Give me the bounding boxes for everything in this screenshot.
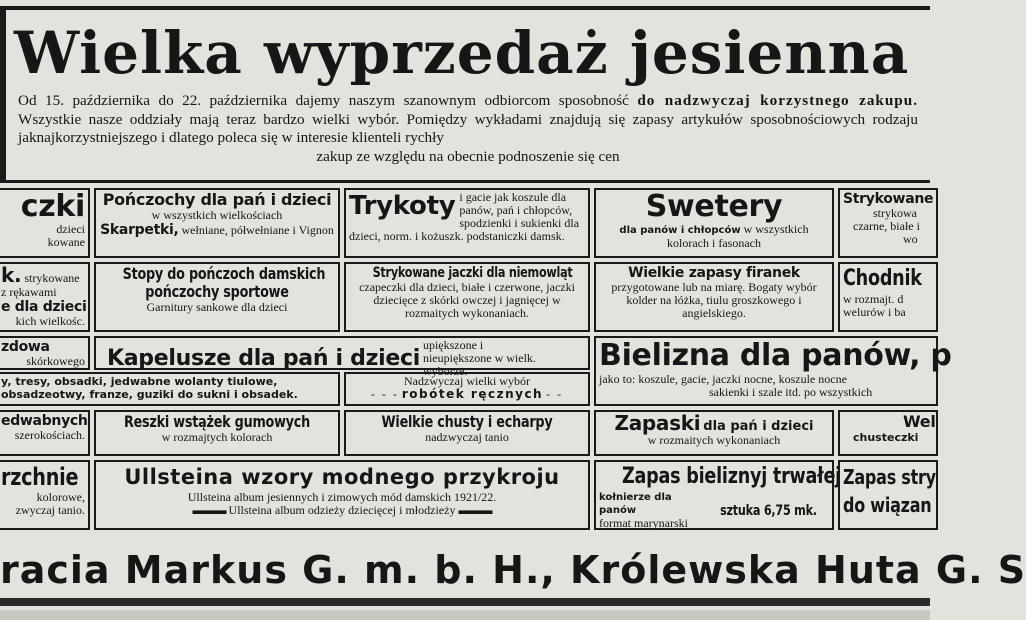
intro-text-3: zakup ze względu na obecnie podnoszenie się cen: [316, 147, 620, 165]
ad-text: kołnierze dla panów: [599, 492, 672, 516]
ad-text: jako to: koszule, gacie, jaczki nocne, koszule nocne: [599, 372, 847, 386]
bottom-rule: [0, 598, 930, 606]
ad-text: w rozmajt. d: [843, 292, 904, 306]
ad-box-wstazki: [94, 410, 340, 456]
ad-box-stopy: [94, 262, 340, 332]
ad-text: strykowa: [873, 206, 917, 220]
ad-title: Zapaski: [614, 411, 701, 435]
ad-box-chodnik: [838, 262, 938, 332]
ad-title: Chodnik: [843, 266, 922, 291]
ad-title: Zapas bieliznyj trwałej: [622, 464, 841, 489]
ad-subtitle: do wiązan: [843, 493, 932, 517]
ad-text: skórkowego: [26, 354, 85, 368]
ad-box-tresy: [0, 372, 340, 406]
ad-text: szerokościach.: [14, 428, 85, 442]
intro-text-2: Wszystkie nasze oddziały mają teraz bardzo wielki wybór. Pomiędzy wykładami znajdują się zapasy artykułów sposobnościowych rodzaju jaknajkorzystniejszego i dlatego poleca się w interesie klienteli rychły: [18, 110, 918, 146]
ad-subtitle: e dla dzieci: [1, 299, 87, 315]
ad-text: zwyczaj tanio.: [15, 503, 85, 517]
ad-title: edwabnych: [1, 413, 88, 429]
ad-text: Nadzwyczaj wielki wybór: [404, 374, 530, 388]
ad-title: Kapelusze dla pań i dzieci: [107, 345, 420, 371]
intro-text-1: Od 15. października do 22. października dajemy naszym szanownym odbiorcom sposobność: [18, 92, 629, 109]
headline: Wielka wyprzedaż jesienna: [14, 19, 910, 87]
ad-text: y, tresy, obsadki, jedwabne wolanty tiulowe, obsadzeotwy, franze, guziki do sukni i obsadek.: [1, 375, 298, 401]
top-rule: [0, 6, 930, 10]
ad-text: kowane: [47, 235, 85, 249]
ad-box-zapas-stry: [838, 460, 938, 530]
ad-title: Bielizna dla panów, p: [599, 338, 952, 373]
ad-box-robotki: Nadzwyczaj wielki wybór - - - robótek ręcznych - -: [344, 372, 590, 406]
ad-subtitle: pończochy sportowe: [145, 282, 289, 301]
ad-text: w wszystkich kolorach i fasonach: [667, 222, 809, 250]
ad-subtitle: dla panów i chłopców: [619, 225, 741, 236]
left-rule: [0, 10, 6, 180]
ad-text: chusteczki: [853, 431, 919, 444]
ad-box-jedwabnych: [0, 410, 90, 456]
ad-text: przygotowane lub na miarę. Bogaty wybór kolder na łóżka, tiulu groszkowego i angielskiego.: [611, 280, 817, 320]
ad-title: Wel: [903, 412, 936, 431]
ad-text: sakienki i szale itd. po wszystkich: [709, 385, 873, 399]
ad-box-kapelusze: [94, 336, 590, 378]
ad-box-strykowane: [838, 188, 938, 258]
ad-title: Trykoty: [349, 191, 456, 221]
ad-box-ullsteina: Ullsteina wzory modnego przykroju Ullsteina album jesiennych i zimowych mód damskich 1921/22. ▬▬▬ Ullsteina album odzieży dziecięcej i młodzieży ▬▬▬: [94, 460, 590, 530]
ad-text: czapeczki dla dzieci, białe i czerwone, jaczki dziecięce z skórki owczej i jagnięcej w rozmaitych wykonaniach.: [359, 280, 575, 320]
ad-title: Stopy do pończoch damskich: [122, 264, 326, 283]
ad-box-czki: [0, 188, 90, 258]
ad-text: wo: [903, 232, 918, 246]
ad-text: dzieci: [56, 222, 85, 236]
ad-box-chusty: [344, 410, 590, 456]
ad-box-ponczochy: [94, 188, 340, 258]
ad-box-swetery: [594, 188, 834, 258]
ad-box-jaczki: [344, 262, 590, 332]
ad-box-bielizna: [594, 336, 952, 406]
ad-subtitle: robótek ręcznych: [401, 387, 544, 401]
ad-title: Strykowane: [843, 191, 934, 207]
ad-box-trykoty: [344, 188, 590, 258]
ad-title: Zapas stry: [843, 465, 936, 489]
intro-paragraph: [18, 92, 918, 166]
ad-title: Pończochy dla pań i dzieci: [102, 190, 332, 209]
price-label: sztuka 6,75 mk.: [720, 502, 817, 519]
ad-box-k: [0, 262, 90, 332]
ad-box-wel: [838, 410, 938, 456]
ad-text: Ullsteina album jesiennych i zimowych mód damskich 1921/22.: [187, 490, 497, 504]
ad-text: w rozmajtych kolorach: [161, 430, 273, 444]
ad-title: zdowa: [1, 339, 50, 355]
ad-box-firanki: [594, 262, 834, 332]
page-edge: [0, 610, 930, 620]
ad-box-bielizna-trwala: [594, 460, 841, 530]
ad-text: Garnitury sankowe dla dzieci: [146, 300, 288, 314]
ad-text: strykowane z rękawami: [1, 271, 80, 299]
ad-text: welurów i ba: [843, 305, 906, 319]
ad-text: kich wielkośc.: [15, 314, 85, 328]
ad-title: k.: [1, 263, 22, 287]
ad-box-zapaski: [594, 410, 834, 456]
footer-company: racia Markus G. m. b. H., Królewska Huta G. S: [0, 548, 1026, 592]
ad-text: format marynarski: [599, 516, 688, 530]
ad-text: w wszystkich wielkościach: [151, 208, 283, 222]
ad-text: czarne, białe i: [853, 219, 920, 233]
ad-title: Reszki wstążek gumowych: [123, 412, 311, 431]
ad-text: Ullsteina album odzieży dziecięcej i młodzieży: [228, 503, 456, 517]
ad-title: rzchnie: [1, 463, 79, 491]
ad-text: kolorowe,: [36, 490, 85, 504]
ad-text: nadzwyczaj tanio: [425, 430, 509, 444]
ad-title: Wielkie chusty i echarpy: [381, 412, 553, 431]
ad-title: Strykowane jaczki dla niemowląt: [372, 265, 573, 281]
ad-title: Ullsteina wzory modnego przykroju: [124, 465, 560, 489]
ad-box-rzchnie: [0, 460, 90, 530]
ad-text: upiększone i nieupiększone w wielk. wyborze.: [422, 338, 536, 378]
ad-text: wełniane, półwełniane i Vignon: [181, 223, 334, 237]
ad-title: Swetery: [645, 189, 783, 224]
ad-box-zdowa: [0, 336, 90, 370]
ad-title: Wielkie zapasy firanek: [628, 265, 800, 281]
section-rule: [0, 180, 930, 183]
ad-text: w rozmaitych wykonaniach: [647, 433, 781, 447]
intro-bold-text: do nadzwyczaj korzystnego zakupu.: [637, 92, 919, 109]
ad-text: i gacie jak koszule dla panów, pań i chłopców, spodzienki i sukienki dla dzieci, norm. i kożuszk. podstaniczki damsk.: [349, 190, 580, 243]
ad-title: czki: [20, 189, 85, 224]
ad-subtitle: Skarpetki,: [100, 222, 179, 238]
ad-subtitle: dla pań i dzieci: [703, 419, 814, 434]
